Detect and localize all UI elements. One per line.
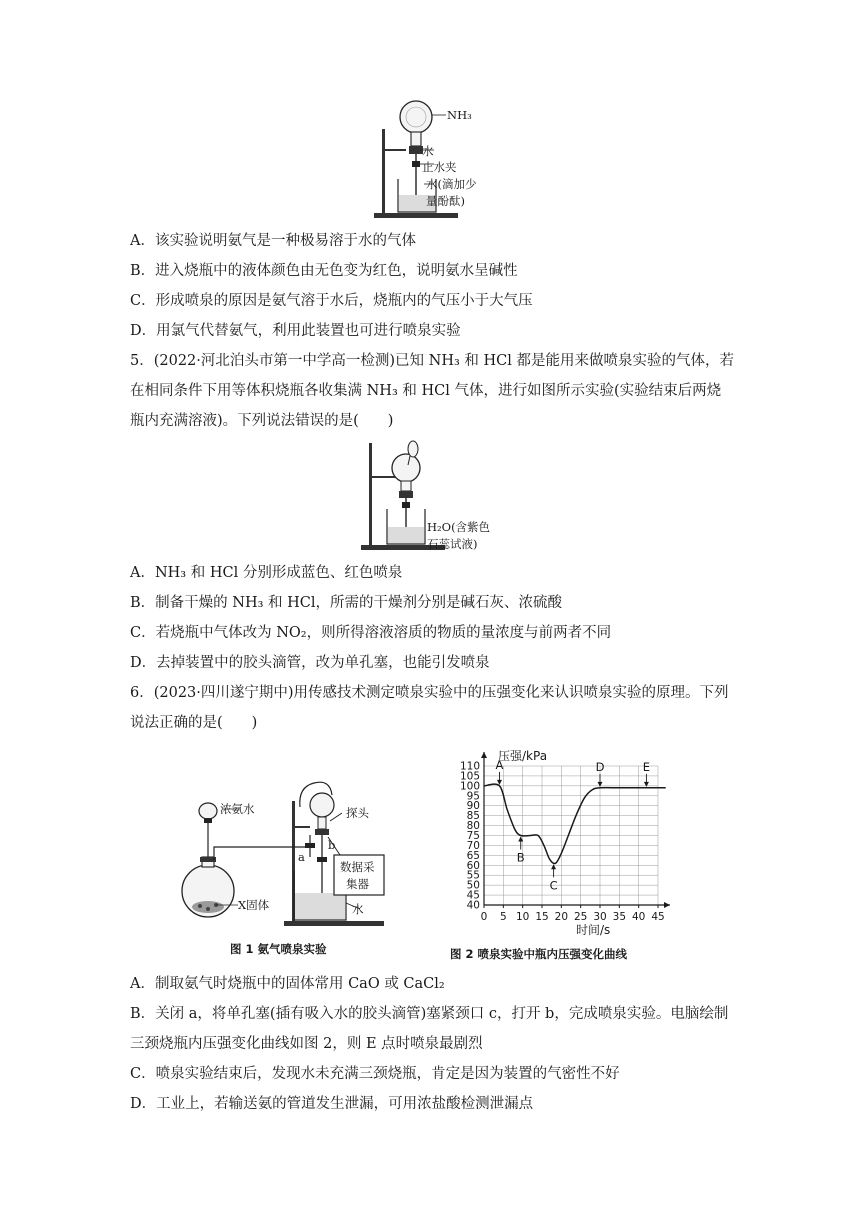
figure-q5-apparatus <box>355 437 515 557</box>
q6-fig1-label-b: b <box>328 838 336 852</box>
x-tick-label-8: 40 <box>631 911 646 923</box>
x-tick-label-4: 20 <box>554 911 569 923</box>
y-tick-label-7: 75 <box>466 830 480 842</box>
chart-y-axis-label: 压强/kPa <box>498 749 548 763</box>
fig1-label-nh3: NH₃ <box>447 108 472 122</box>
q5-stem-line-3: 瓶内充满溶液)。下列说法错误的是( ) <box>130 413 394 429</box>
x-tick-label-6: 30 <box>593 911 607 923</box>
q6-fig1-label-a: a <box>298 850 305 864</box>
q6-fig1-label-collector-1: 数据采 <box>340 860 375 874</box>
chart-y-ticks <box>460 761 480 912</box>
q6-fig1-caption: 图 1 氨气喷泉实验 <box>230 942 327 956</box>
chart-grid <box>484 766 658 905</box>
q5-stem-line-1: 5．(2022·河北泊头市第一中学高一检测)已知 NH₃ 和 HCl 都是能用来做喷泉实验的气体，若 <box>130 353 735 369</box>
y-axis-arrow <box>481 752 487 758</box>
q6-fig1-label-probe: 探头 <box>346 806 369 820</box>
q6-stem-line-2: 说法正确的是( ) <box>130 715 258 731</box>
q6-fig1-label-solid: X固体 <box>238 898 270 912</box>
q5-option-b: B．制备干燥的 NH₃ 和 HCl，所需的干燥剂分别是碱石灰、浓硫酸 <box>130 595 563 611</box>
fig1-label-water-top: 水 <box>422 144 434 158</box>
fig1-label-clamp: 止水夹 <box>422 160 457 174</box>
x-tick-label-3: 15 <box>535 911 549 923</box>
chart-caption: 图 2 喷泉实验中瓶内压强变化曲线 <box>450 947 628 961</box>
q6-fig1-label-water: 水 <box>352 902 364 916</box>
fig1-label-liquid-2: 量酚酞) <box>426 194 465 208</box>
x-tick-label-9: 45 <box>651 911 665 923</box>
y-tick-label-14: 110 <box>459 760 480 773</box>
x-tick-label-5: 25 <box>573 911 588 923</box>
annotation-label-B: B <box>516 850 525 865</box>
annotation-label-C: C <box>549 878 558 893</box>
q6-fig1-label-collector-2: 集器 <box>346 877 369 891</box>
x-tick-label-0: 0 <box>480 911 488 923</box>
y-tick-label-9: 85 <box>466 810 480 823</box>
q6-option-b-line-1: B．关闭 a，将单孔塞(插有吸入水的胶头滴管)塞紧颈口 c，打开 b，完成喷泉实验。电脑绘制 <box>130 1006 729 1022</box>
chart-x-ticks <box>481 905 665 923</box>
fig-q5-label-2: 石蕊试液) <box>427 537 478 551</box>
chart-x-axis-label: 时间/s <box>576 923 611 937</box>
q6-stem-line-1: 6．(2023·四川遂宁期中)用传感技术测定喷泉实验中的压强变化来认识喷泉实验的原理。下列 <box>130 685 729 701</box>
q4-option-c: C．形成喷泉的原因是氨气溶于水后，烧瓶内的气压小于大气压 <box>130 293 533 309</box>
q5-option-a: A．NH₃ 和 HCl 分别形成蓝色、红色喷泉 <box>130 565 403 581</box>
x-axis-arrow <box>664 902 670 908</box>
y-tick-label-10: 90 <box>466 800 480 813</box>
x-tick-label-2: 10 <box>515 911 530 923</box>
annotation-label-E: E <box>642 759 651 774</box>
y-tick-label-8: 80 <box>466 820 480 833</box>
q5-option-c: C．若烧瓶中气体改为 NO₂，则所得溶液溶质的物质的量浓度与前两者不同 <box>130 625 612 641</box>
q6-option-c: C．喷泉实验结束后，发现水未充满三颈烧瓶，肯定是因为装置的气密性不好 <box>130 1066 620 1082</box>
y-tick-label-2: 50 <box>466 879 480 892</box>
chart-axes <box>481 752 670 908</box>
fig-q5-label-1: H₂O(含紫色 <box>427 520 491 534</box>
y-tick-label-3: 55 <box>466 869 480 882</box>
q5-option-d: D．去掉装置中的胶头滴管，改为单孔塞，也能引发喷泉 <box>130 655 490 671</box>
y-tick-label-1: 45 <box>466 889 480 902</box>
x-tick-label-7: 35 <box>612 911 627 923</box>
y-tick-label-5: 65 <box>466 849 480 862</box>
q4-option-d: D．用氯气代替氨气，利用此装置也可进行喷泉实验 <box>130 323 461 339</box>
figure-nh3-apparatus <box>360 95 500 225</box>
x-tick-label-1: 5 <box>499 911 507 923</box>
y-tick-label-11: 95 <box>466 790 480 803</box>
pressure-chart <box>440 742 700 970</box>
fig1-label-liquid-1: 水(滴加少 <box>426 177 477 191</box>
q6-option-b-line-2: 三颈烧瓶内压强变化曲线如图 2，则 E 点时喷泉最剧烈 <box>130 1036 483 1052</box>
q6-option-a: A．制取氨气时烧瓶中的固体常用 CaO 或 CaCl₂ <box>130 976 445 992</box>
y-tick-label-12: 100 <box>459 780 480 793</box>
annotation-label-D: D <box>595 759 605 774</box>
y-tick-label-0: 40 <box>466 899 480 912</box>
q4-option-a: A．该实验说明氨气是一种极易溶于水的气体 <box>130 233 416 249</box>
y-tick-label-13: 105 <box>459 770 480 783</box>
q6-fig1-label-ammonia: 浓氨水 <box>220 802 255 816</box>
q4-option-b: B．进入烧瓶中的液体颜色由无色变为红色，说明氨水呈碱性 <box>130 263 518 279</box>
q5-stem-line-2: 在相同条件下用等体积烧瓶各收集满 NH₃ 和 HCl 气体，进行如图所示实验(实验结束后两烧 <box>130 383 722 399</box>
y-tick-label-6: 70 <box>466 839 480 852</box>
q6-option-d: D．工业上，若输送氨的管道发生泄漏，可用浓盐酸检测泄漏点 <box>130 1096 534 1112</box>
figure-q6-apparatus <box>180 765 430 965</box>
annotation-label-A: A <box>495 757 504 772</box>
y-tick-label-4: 60 <box>466 859 480 872</box>
